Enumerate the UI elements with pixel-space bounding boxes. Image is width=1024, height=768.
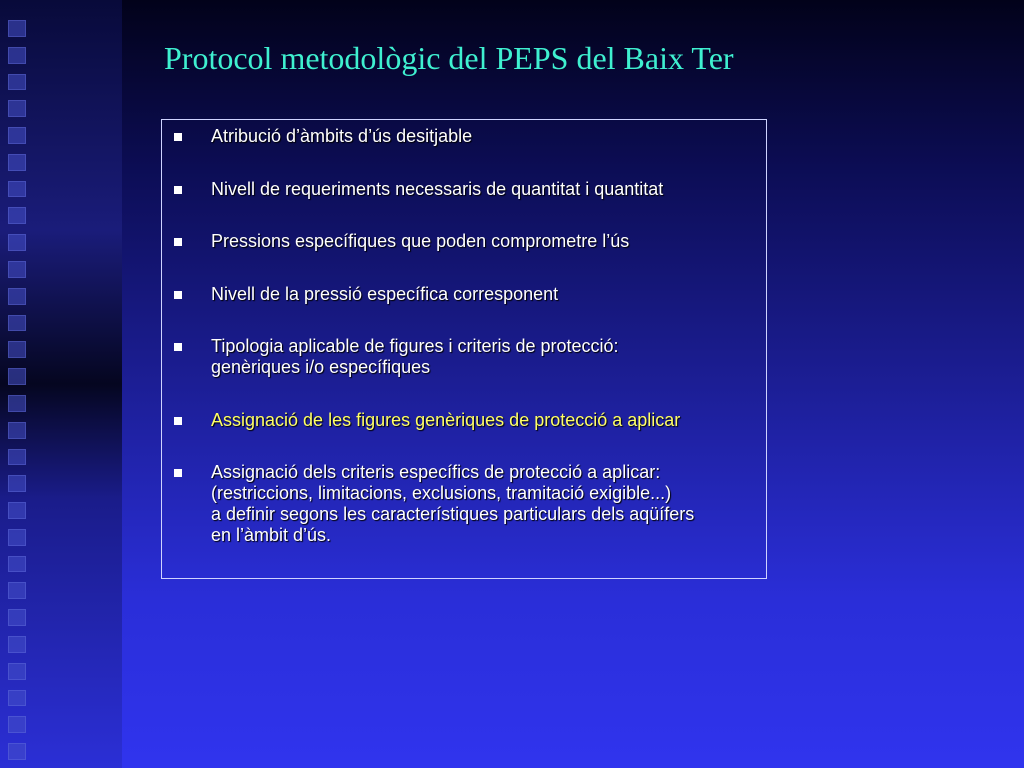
slide-title: Protocol metodològic del PEPS del Baix Ter [164,40,734,76]
square-bullet-icon [174,186,182,194]
decorative-left-strip [0,0,122,768]
bullet-line: Pressions específiques que poden comprometre l’ús [211,231,630,251]
bullet-line: Assignació dels criteris específics de protecció a aplicar: [211,462,661,482]
bullet-text [211,231,756,252]
bullet-line: Tipologia aplicable de figures i criteris de protecció: [211,336,619,356]
bullet-text-highlighted [211,410,756,431]
bullet-line: Assignació de les figures genèriques de protecció a aplicar [211,410,681,430]
square-bullet-icon [174,133,182,141]
bullet-text [211,284,756,305]
bullet-line: (restriccions, limitacions, exclusions, tramitació exigible...) [211,483,672,503]
content-box [161,119,767,579]
bullet-line: genèriques i/o específiques [211,357,431,377]
filmstrip-holes [8,20,26,760]
bullet-line: Nivell de la pressió específica corresponent [211,284,559,304]
square-bullet-icon [174,238,182,246]
square-bullet-icon [174,291,182,299]
bullet-line: Nivell de requeriments necessaris de quantitat i quantitat [211,179,664,199]
square-bullet-icon [174,469,182,477]
square-bullet-icon [174,417,182,425]
bullet-line: a definir segons les característiques particulars dels aqüífers [211,504,695,524]
bullet-line: Atribució d’àmbits d’ús desitjable [211,126,473,146]
bullet-text [211,462,756,546]
bullet-line: en l’àmbit d’ús. [211,525,332,545]
bullet-text [211,179,756,200]
bullet-text [211,336,756,378]
square-bullet-icon [174,343,182,351]
bullet-text [211,126,756,147]
